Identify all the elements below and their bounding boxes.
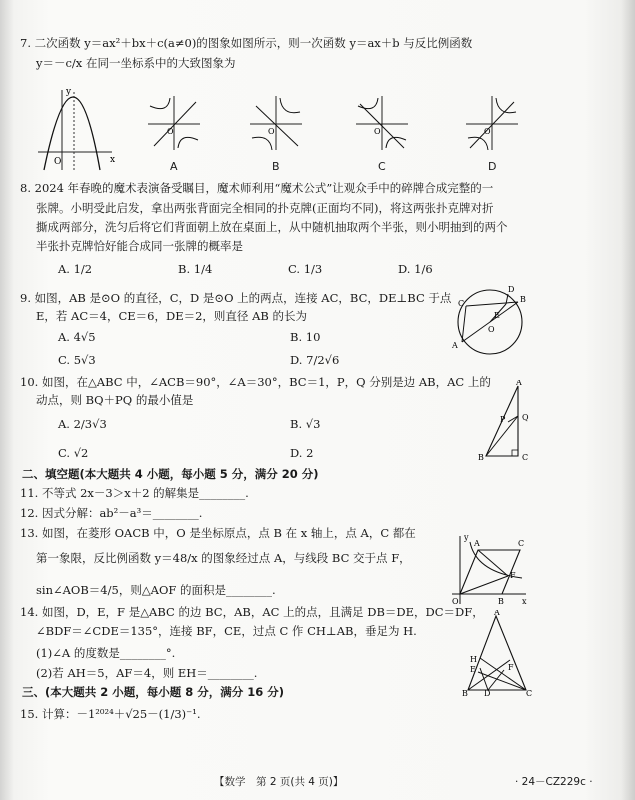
q7-graphs bbox=[30, 84, 535, 174]
q8-option-d: D. 1/6 bbox=[398, 262, 433, 276]
option-c-graph bbox=[356, 96, 408, 150]
page-footer-center: 【数学 第 2 页(共 4 页)】 bbox=[214, 776, 344, 788]
page-left-shadow bbox=[0, 0, 14, 800]
svg-text:B: B bbox=[462, 689, 468, 696]
q7-option-b: B bbox=[272, 160, 280, 173]
q13-line1: 13. 如图，在菱形 OACB 中，O 是坐标原点，点 B 在 x 轴上，点 A，C 都在 bbox=[20, 526, 416, 540]
q8-line4: 半张扑克牌恰好能合成同一张牌的概率是 bbox=[36, 239, 243, 253]
q8-option-b: B. 1/4 bbox=[178, 262, 213, 276]
svg-text:x: x bbox=[110, 155, 116, 165]
svg-text:O: O bbox=[167, 127, 174, 136]
section-3-heading: 三、(本大题共 2 小题，每小题 8 分，满分 16 分) bbox=[22, 685, 285, 699]
q9-line1: 9. 如图，AB 是⊙O 的直径，C，D 是⊙O 上的两点，连接 AC，BC，DE⊥BC 于点 bbox=[20, 291, 452, 305]
svg-text:E: E bbox=[470, 665, 476, 674]
q9-circle-figure bbox=[448, 284, 528, 360]
option-d-graph bbox=[466, 96, 518, 150]
q14-line4: (2)若 AH＝5，AF＝4，则 EH＝________. bbox=[36, 666, 258, 680]
svg-text:y: y bbox=[464, 533, 469, 542]
option-a-graph bbox=[148, 96, 200, 150]
q7-option-c: C bbox=[378, 160, 386, 173]
svg-text:A: A bbox=[474, 539, 480, 548]
section-2-heading: 二、填空题(本大题共 4 小题，每小题 5 分，满分 20 分) bbox=[22, 467, 319, 481]
svg-text:B: B bbox=[478, 453, 484, 462]
q10-option-a: A. 2/3√3 bbox=[58, 417, 107, 431]
svg-text:C: C bbox=[522, 453, 529, 462]
svg-text:C: C bbox=[458, 299, 465, 308]
q15: 15. 计算：－1²⁰²⁴＋√25－(1/3)⁻¹. bbox=[20, 707, 201, 721]
svg-text:C: C bbox=[518, 539, 525, 548]
svg-text:C: C bbox=[526, 689, 533, 696]
svg-text:P: P bbox=[500, 415, 506, 424]
svg-text:E: E bbox=[494, 311, 500, 320]
svg-text:F: F bbox=[510, 571, 516, 580]
q10-triangle-figure bbox=[472, 380, 532, 462]
svg-text:A: A bbox=[494, 610, 500, 617]
q8-line1: 8. 2024 年春晚的魔术表演备受瞩目，魔术师利用“魔术公式”让观众手中的碎牌合成完整的一 bbox=[20, 181, 494, 195]
svg-text:B: B bbox=[498, 597, 504, 606]
q14-line3: (1)∠A 的度数是________°. bbox=[36, 646, 176, 660]
q10-option-d: D. 2 bbox=[290, 446, 314, 460]
svg-text:x: x bbox=[522, 597, 527, 606]
q8-option-c: C. 1/3 bbox=[288, 262, 323, 276]
q14-line1: 14. 如图，D，E，F 是△ABC 的边 BC，AB，AC 上的点，且满足 DB＝DE，DC＝DF， bbox=[20, 605, 484, 619]
q7-line2: y＝－c/x 在同一坐标系中的大致图象为 bbox=[36, 56, 236, 70]
svg-text:D: D bbox=[508, 285, 515, 294]
q9-option-c: C. 5√3 bbox=[58, 353, 96, 367]
q13-rhombus-figure bbox=[446, 532, 530, 608]
q13-line2: 第一象限，反比例函数 y＝48/x 的图象经过点 A，与线段 BC 交于点 F， bbox=[36, 551, 411, 565]
q14-triangle-figure bbox=[460, 610, 536, 696]
q13-line3: sin∠AOB＝4/5，则△AOF 的面积是________. bbox=[36, 583, 276, 597]
svg-text:D: D bbox=[484, 689, 491, 696]
svg-text:O: O bbox=[374, 127, 381, 136]
svg-text:O: O bbox=[484, 127, 491, 136]
q9-line2: E，若 AC＝4，CE＝6，DE＝2，则直径 AB 的长为 bbox=[36, 309, 307, 323]
q7-option-d: D bbox=[488, 160, 497, 173]
page-right-shadow bbox=[621, 0, 635, 800]
page-footer-code: · 24－CZ229c · bbox=[515, 776, 593, 788]
q7-line1: 7. 二次函数 y＝ax²＋bx＋c(a≠0)的图象如图所示，则一次函数 y＝ax＋b 与反比例函数 bbox=[20, 36, 473, 50]
svg-text:Q: Q bbox=[522, 413, 529, 422]
q12: 12. 因式分解：ab²－a³＝________. bbox=[20, 506, 203, 520]
svg-text:O: O bbox=[54, 157, 62, 167]
q7-option-a: A bbox=[170, 160, 178, 173]
svg-text:H: H bbox=[470, 655, 477, 664]
q10-option-c: C. √2 bbox=[58, 446, 89, 460]
q10-line2: 动点，则 BQ＋PQ 的最小值是 bbox=[36, 393, 194, 407]
svg-text:A: A bbox=[452, 341, 458, 350]
option-b-graph bbox=[250, 96, 302, 150]
q9-option-a: A. 4√5 bbox=[58, 330, 96, 344]
svg-text:B: B bbox=[520, 295, 526, 304]
svg-text:y: y bbox=[66, 87, 72, 97]
q9-option-d: D. 7/2√6 bbox=[290, 353, 340, 367]
q10-line1: 10. 如图，在△ABC 中，∠ACB＝90°，∠A＝30°，BC＝1，P，Q 分别是边 AB，AC 上的 bbox=[20, 375, 491, 389]
q8-line2: 张牌。小明受此启发，拿出两张背面完全相同的扑克牌(正面均不同)，将这两张扑克牌对折 bbox=[36, 201, 494, 215]
svg-text:O: O bbox=[452, 597, 459, 606]
svg-text:F: F bbox=[508, 663, 514, 672]
q8-line3: 撕成两部分，洗匀后将它们背面朝上放在桌面上，从中随机抽取两个半张，则小明抽到的两个 bbox=[36, 220, 508, 234]
svg-text:A: A bbox=[516, 380, 522, 387]
q14-line2: ∠BDF＝∠CDE＝135°，连接 BF，CE，过点 C 作 CH⊥AB，垂足为 H. bbox=[36, 624, 417, 638]
q10-option-b: B. √3 bbox=[290, 417, 321, 431]
svg-text:O: O bbox=[488, 325, 495, 334]
q8-option-a: A. 1/2 bbox=[58, 262, 93, 276]
parabola-graph bbox=[38, 87, 115, 170]
q11: 11. 不等式 2x－3＞x＋2 的解集是________. bbox=[20, 486, 249, 500]
q9-option-b: B. 10 bbox=[290, 330, 321, 344]
svg-text:O: O bbox=[268, 127, 275, 136]
